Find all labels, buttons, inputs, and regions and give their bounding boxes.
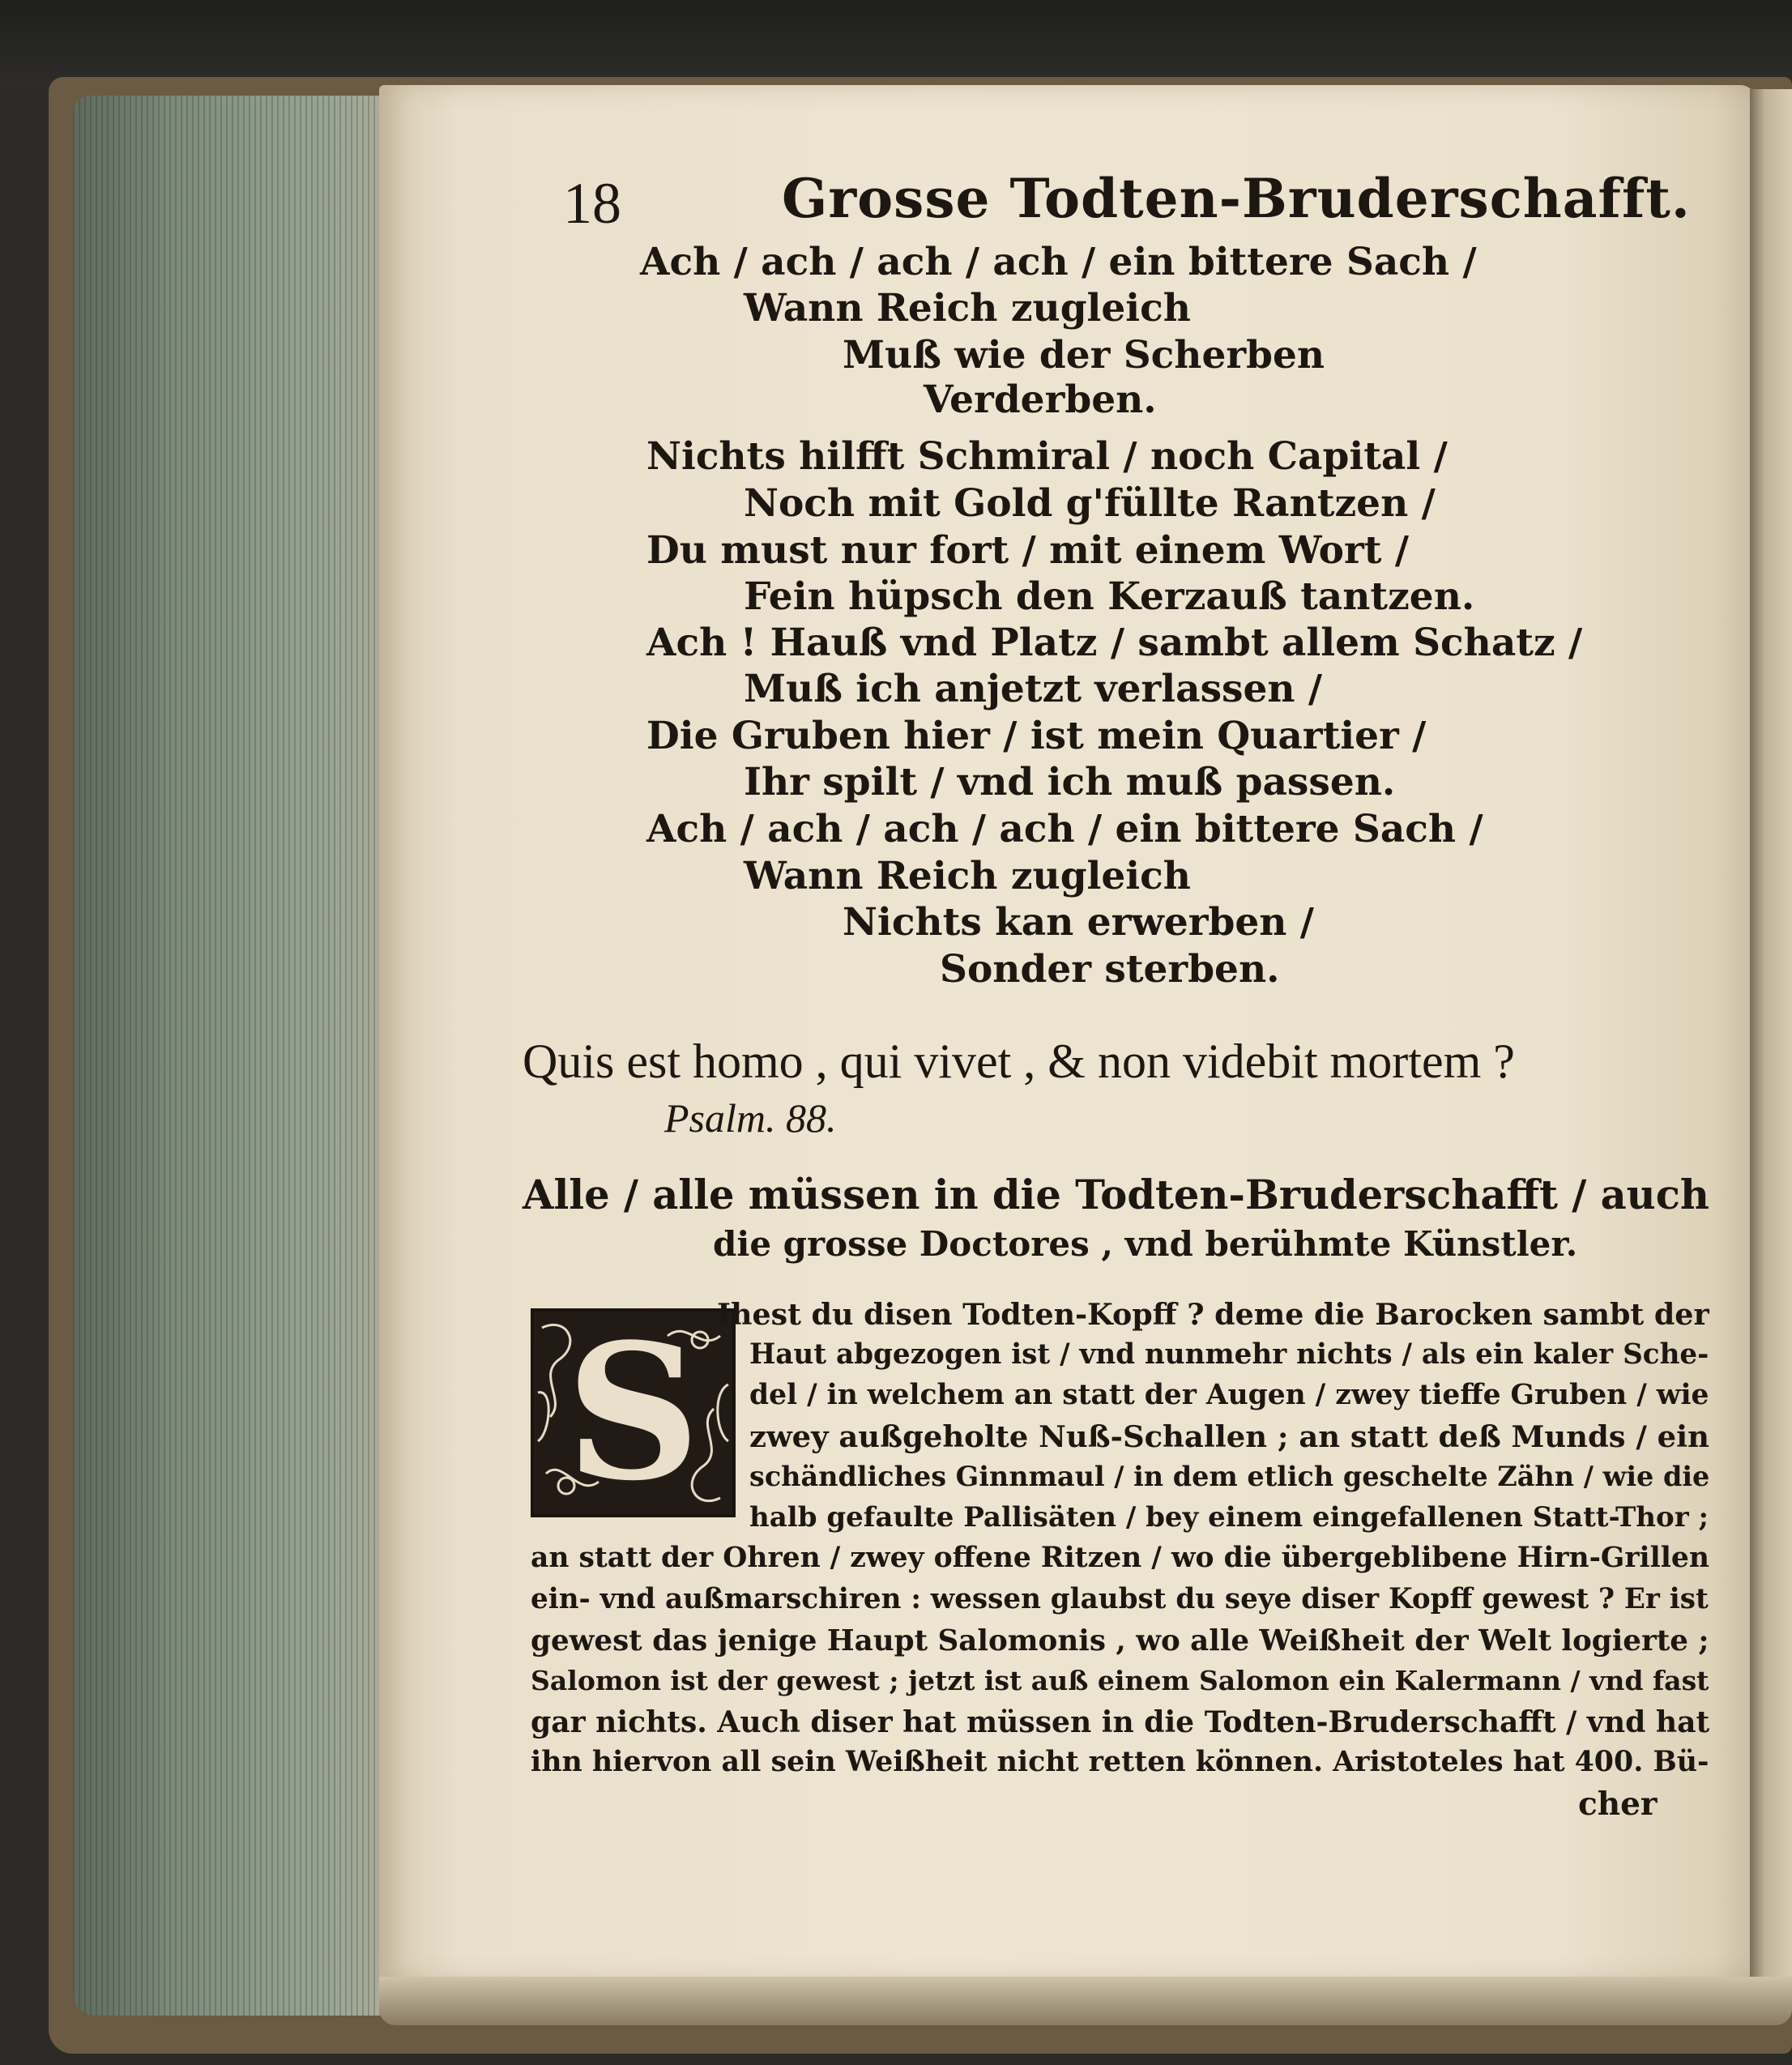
verse-line: Sonder sterben. [940, 947, 1280, 992]
body-line: ein- vnd außmarschiren : wessen glaubst du seye diser Kopff gewest ? Er ist [531, 1583, 1709, 1615]
background [0, 0, 1792, 89]
verse-line: Verderben. [924, 378, 1157, 422]
body-line: zwey außgeholte Nuß-Schallen ; an statt deß Munds / ein [749, 1419, 1709, 1454]
body-line: Ihest du disen Todten-Kopff ? deme die Barocken sambt der [717, 1297, 1709, 1332]
body-line: gewest das jenige Haupt Salomonis , wo alle Weißheit der Welt logierte ; [531, 1623, 1709, 1658]
body-line: schändliches Ginnmaul / in dem etlich geschelte Zähn / wie die [749, 1461, 1710, 1492]
verse-line: Wann Reich zugleich [744, 286, 1191, 331]
verse-line: Noch mit Gold g'füllte Rantzen / [744, 481, 1436, 526]
page-number: 18 [563, 171, 621, 236]
body-line: gar nichts. Auch diser hat müssen in die Todten-Bruderschafft / vnd hat [531, 1704, 1710, 1739]
body-line: Salomon ist der gewest ; jetzt ist auß einem Salomon ein Kalermann / vnd fast [531, 1665, 1709, 1696]
verse-line: Ihr spilt / vnd ich muß passen. [744, 760, 1396, 804]
verse-line: Nichts kan erwerben / [843, 900, 1314, 945]
drop-cap-letter: S [565, 1308, 701, 1517]
verse-line: Die Gruben hier / ist mein Quartier / [646, 714, 1427, 758]
body-line: Haut abgezogen ist / vnd nunmehr nichts / als ein kaler Sche- [749, 1338, 1709, 1371]
section-heading: Alle / alle müssen in die Todten-Bruderschafft / auch [523, 1171, 1709, 1218]
verse-line: Nichts hilfft Schmiral / noch Capital / [646, 434, 1448, 479]
body-line: an statt der Ohren / zwey offene Ritzen / wo die übergeblibene Hirn-Grillen [531, 1542, 1709, 1574]
body-line: halb gefaulte Pallisäten / bey einem eingefallenen Statt-Thor ; [749, 1501, 1709, 1534]
verse-line: Wann Reich zugleich [744, 854, 1191, 898]
body-line: ihn hiervon all sein Weißheit nicht retten können. Aristoteles hat 400. Bü- [531, 1745, 1709, 1778]
right-page-edge [1750, 89, 1792, 1985]
verse-line: Ach / ach / ach / ach / ein bittere Sach / [640, 240, 1477, 284]
verse-line: Ach ! Hauß vnd Platz / sambt allem Schatz / [646, 621, 1583, 665]
psalm-citation: Psalm. 88. [664, 1095, 837, 1141]
page-bottom-edge [379, 1977, 1792, 2025]
verse-line: Du must nur fort / mit einem Wort / [646, 528, 1410, 573]
latin-motto: Quis est homo , qui vivet , & non videbit mortem ? [523, 1035, 1515, 1088]
drop-cap-initial [531, 1308, 736, 1517]
catchword: cher [1578, 1786, 1658, 1823]
verse-line: Fein hüpsch den Kerzauß tantzen. [744, 574, 1475, 619]
verse-line: Muß wie der Scherben [843, 333, 1325, 378]
verse-line: Muß ich anjetzt verlassen / [744, 667, 1323, 711]
section-subheading: die grosse Doctores , vnd berühmte Künstler. [713, 1224, 1578, 1264]
page-edge-lines [73, 96, 397, 2016]
verse-line: Ach / ach / ach / ach / ein bittere Sach / [646, 807, 1483, 851]
running-title: Grosse Todten-Bruderschafft. [782, 167, 1691, 230]
body-line: del / in welchem an statt der Augen / zwey tieffe Gruben / wie [749, 1379, 1709, 1411]
page-edges [73, 96, 397, 2016]
